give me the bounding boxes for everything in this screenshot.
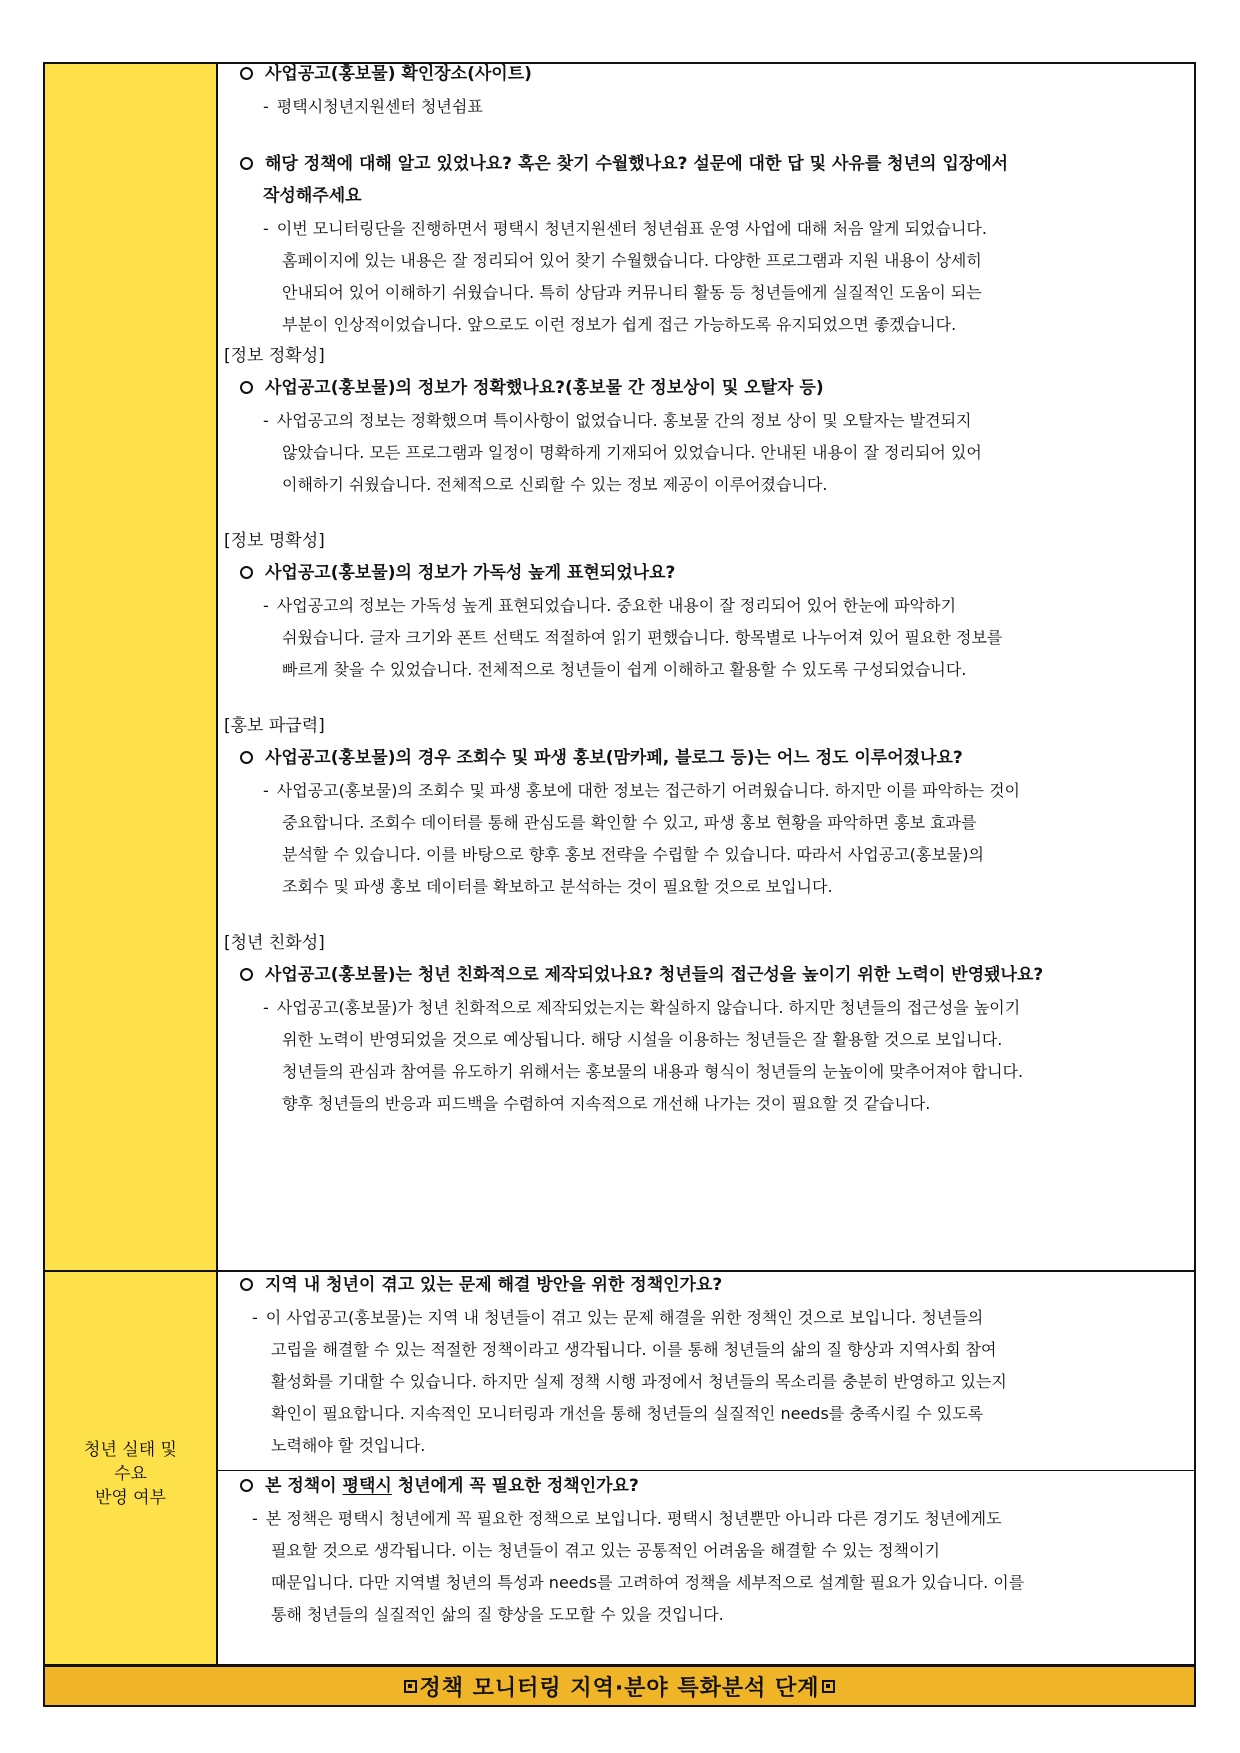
footer-banner [45,1664,1194,1705]
answer-accuracy-line: 이해하기 쉬웠습니다. 전체적으로 신뢰할 수 있는 정보 제공이 이루어졌습니다. [282,475,828,494]
heading-accuracy: [정보 정확성] [224,346,325,366]
document-table [43,62,1196,1707]
answer-site: - 평택시청년지원센터 청년쉼표 [263,97,483,116]
answer-clarity-line: 쉬웠습니다. 글자 크기와 폰트 선택도 적절하여 읽기 편했습니다. 항목별로 나누어져 있어 필요한 정보를 [282,628,1003,647]
answer-reach-line: 조회수 및 파생 홍보 데이터를 확보하고 분석하는 것이 필요할 것으로 보입니다. [282,877,833,896]
answer-necessity-line: 때문입니다. 다만 지역별 청년의 특성과 needs를 고려하여 정책을 세부적으로 설계할 필요가 있습니다. 이를 [271,1573,1025,1592]
circle-bullet-icon [240,157,253,170]
answer-local-line: 노력해야 할 것입니다. [271,1436,426,1455]
circle-bullet-icon [240,566,253,579]
question-reach: 사업공고(홍보물)의 경우 조회수 및 파생 홍보(맘카페, 블로그 등)는 어느 정도 이루어졌나요? [240,742,963,775]
side-label: 청년 실태 및 수요 반영 여부 [84,1440,177,1508]
city-name: 평택시 [342,1476,392,1496]
answer-local-line: 고립을 해결할 수 있는 적절한 정책이라고 생각됩니다. 이를 통해 청년들의 삶의 질 향상과 지역사회 참여 [271,1340,997,1359]
circle-bullet-icon [240,381,253,394]
question-friendliness: 사업공고(홍보물)는 청년 친화적으로 제작되었나요? 청년들의 접근성을 높이기 위한 노력이 반영됐나요? [240,959,1043,992]
question-awareness-cont: 작성해주세요 [263,186,362,206]
answer-accuracy-line: - 사업공고의 정보는 정확했으며 특이사항이 없었습니다. 홍보물 간의 정보 상이 및 오탈자는 발견되지 [263,411,972,430]
necessity-cell [218,1470,1194,1664]
answer-awareness-line: - 이번 모니터링단을 진행하면서 평택시 청년지원센터 청년쉼표 운영 사업에 대해 처음 알게 되었습니다. [263,219,987,238]
footer-title: 정책 모니터링 지역·분야 특화분석 단계 [419,1675,820,1701]
square-bullet-icon [822,1680,835,1693]
left-column-top [45,64,218,1270]
answer-necessity-line: 필요할 것으로 생각됩니다. 이는 청년들이 겪고 있는 공통적인 어려움을 해결할 수 있는 정책이기 [271,1541,940,1560]
heading-friendliness: [청년 친화성] [224,933,325,953]
answer-friendliness-line: - 사업공고(홍보물)가 청년 친화적으로 제작되었는지는 확실하지 않습니다. 하지만 청년들의 접근성을 높이기 [263,998,1021,1017]
answer-friendliness-line: 청년들의 관심과 참여를 유도하기 위해서는 홍보물의 내용과 형식이 청년들의 눈높이에 맞추어져야 합니다. [282,1062,1024,1081]
answer-clarity-line: - 사업공고의 정보는 가독성 높게 표현되었습니다. 중요한 내용이 잘 정리되어 있어 한눈에 파악하기 [263,596,957,615]
answer-local-line: - 이 사업공고(홍보물)는 지역 내 청년들이 겪고 있는 문제 해결을 위한 정책인 것으로 보입니다. 청년들의 [252,1308,984,1327]
answer-local-line: 활성화를 기대할 수 있습니다. 하지만 실제 정책 시행 과정에서 청년들의 목소리를 충분히 반영하고 있는지 [271,1372,1007,1391]
question-accuracy: 사업공고(홍보물)의 정보가 정확했나요?(홍보물 간 정보상이 및 오탈자 등) [240,372,824,405]
circle-bullet-icon [240,968,253,981]
question-clarity: 사업공고(홍보물)의 정보가 가독성 높게 표현되었나요? [240,557,675,590]
answer-reach-line: 중요합니다. 조회수 데이터를 통해 관심도를 확인할 수 있고, 파생 홍보 현황을 파악하면 홍보 효과를 [282,813,977,832]
answer-awareness-line: 안내되어 있어 이해하기 쉬웠습니다. 특히 상담과 커뮤니티 활동 등 청년들에게 실질적인 도움이 되는 [282,283,982,302]
answer-necessity-line: - 본 정책은 평택시 청년에게 꼭 필요한 정책으로 보입니다. 평택시 청년뿐만 아니라 다른 경기도 청년에게도 [252,1509,1002,1528]
local-issue-cell [218,1270,1194,1470]
square-bullet-icon [404,1680,417,1693]
answer-reach-line: - 사업공고(홍보물)의 조회수 및 파생 홍보에 대한 정보는 접근하기 어려웠습니다. 하지만 이를 파악하는 것이 [263,781,1020,800]
question-local-issue: 지역 내 청년이 겪고 있는 문제 해결 방안을 위한 정책인가요? [240,1269,722,1302]
answer-friendliness-line: 위한 노력이 반영되었을 것으로 예상됩니다. 해당 시설을 이용하는 청년들은 잘 활용할 것으로 보입니다. [282,1030,1003,1049]
answer-accuracy-line: 않았습니다. 모든 프로그램과 일정이 명확하게 기재되어 있었습니다. 안내된 내용이 잘 정리되어 있어 [282,443,982,462]
answer-local-line: 확인이 필요합니다. 지속적인 모니터링과 개선을 통해 청년들의 실질적인 needs를 충족시킬 수 있도록 [271,1404,984,1423]
circle-bullet-icon [240,751,253,764]
left-column-label [45,1270,218,1664]
answer-awareness-line: 부분이 인상적이었습니다. 앞으로도 이런 정보가 쉽게 접근 가능하도록 유지되었으면 좋겠습니다. [282,315,957,334]
answer-awareness-line: 홈페이지에 있는 내용은 잘 정리되어 있어 찾기 수월했습니다. 다양한 프로그램과 지원 내용이 상세히 [282,251,982,270]
question-site: 사업공고(홍보물) 확인장소(사이트) [240,58,532,91]
circle-bullet-icon [240,1278,253,1291]
heading-clarity: [정보 명확성] [224,531,325,551]
answer-necessity-line: 통해 청년들의 실질적인 삶의 질 향상을 도모할 수 있을 것입니다. [271,1605,724,1624]
circle-bullet-icon [240,1479,253,1492]
question-awareness: 해당 정책에 대해 알고 있었나요? 혹은 찾기 수월했나요? 설문에 대한 답 및 사유를 청년의 입장에서 [240,148,1008,181]
circle-bullet-icon [240,67,253,80]
question-necessity: 본 정책이 평택시 청년에게 꼭 필요한 정책인가요? [240,1470,639,1503]
heading-reach: [홍보 파급력] [224,716,325,736]
answer-reach-line: 분석할 수 있습니다. 이를 바탕으로 향후 홍보 전략을 수립할 수 있습니다. 따라서 사업공고(홍보물)의 [282,845,984,864]
answer-clarity-line: 빠르게 찾을 수 있었습니다. 전체적으로 청년들이 쉽게 이해하고 활용할 수 있도록 구성되었습니다. [282,660,967,679]
answer-friendliness-line: 향후 청년들의 반응과 피드백을 수렴하여 지속적으로 개선해 나가는 것이 필요할 것 같습니다. [282,1094,931,1113]
evaluation-content [218,64,1194,1270]
